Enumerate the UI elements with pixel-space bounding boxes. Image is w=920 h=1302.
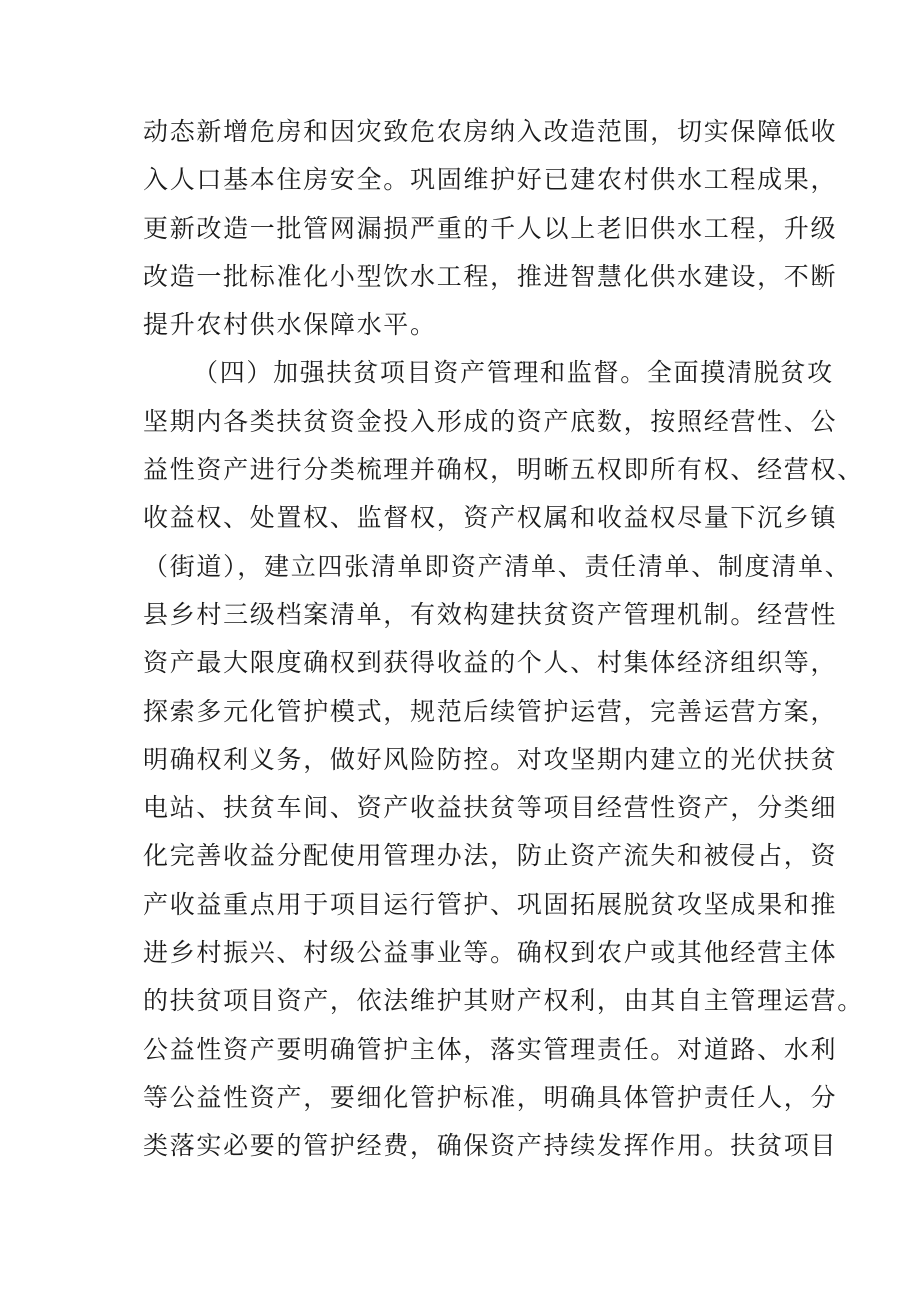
text-line-14: 明确权利义务，做好风险防控。对攻坚期内建立的光伏扶贫 [143,744,838,774]
text-line-12: 资产最大限度确权到获得收益的个人、村集体经济组织等， [143,648,838,678]
text-line-13: 探索多元化管护模式，规范后续管护运营，完善运营方案， [143,696,838,726]
text-line-2: 入人口基本住房安全。巩固维护好已建农村供水工程成果， [143,165,838,195]
text-line-20: 公益性资产要明确管护主体，落实管理责任。对道路、水利 [143,1034,838,1064]
text-line-17: 产收益重点用于项目运行管护、巩固拓展脱贫攻坚成果和推 [143,889,838,919]
body-text [143,108,864,1171]
text-line-8: 益性资产进行分类梳理并确权，明晰五权即所有权、经营权、 [143,455,864,485]
text-line-7: 坚期内各类扶贫资金投入形成的资产底数，按照经营性、公 [143,406,838,436]
text-line-10: （街道），建立四张清单即资产清单、责任清单、制度清单、 [143,551,852,581]
text-line-5: 提升农村供水保障水平。 [143,310,437,340]
text-line-19: 的扶贫项目资产，依法维护其财产权利，由其自主管理运营。 [143,986,864,1016]
text-line-22: 类落实必要的管护经费，确保资产持续发挥作用。扶贫项目 [143,1131,838,1161]
text-line-11: 县乡村三级档案清单，有效构建扶贫资产管理机制。经营性 [143,599,838,629]
text-line-9: 收益权、处置权、监督权，资产权属和收益权尽量下沉乡镇 [143,503,838,533]
text-line-1: 动态新增危房和因灾致危农房纳入改造范围，切实保障低收 [143,117,838,146]
text-line-3: 更新改造一批管网漏损严重的千人以上老旧供水工程，升级 [143,213,838,243]
text-line-4: 改造一批标准化小型饮水工程，推进智慧化供水建设，不断 [143,261,838,291]
text-line-18: 进乡村振兴、村级公益事业等。确权到农户或其他经营主体 [143,938,838,968]
section-heading-line: （四）加强扶贫项目资产管理和监督。全面摸清脱贫攻 [193,358,834,388]
text-line-21: 等公益性资产，要细化管护标准，明确具体管护责任人，分 [143,1082,838,1112]
text-line-15: 电站、扶贫车间、资产收益扶贫等项目经营性资产，分类细 [143,793,838,823]
text-line-16: 化完善收益分配使用管理办法，防止资产流失和被侵占，资 [143,841,838,871]
